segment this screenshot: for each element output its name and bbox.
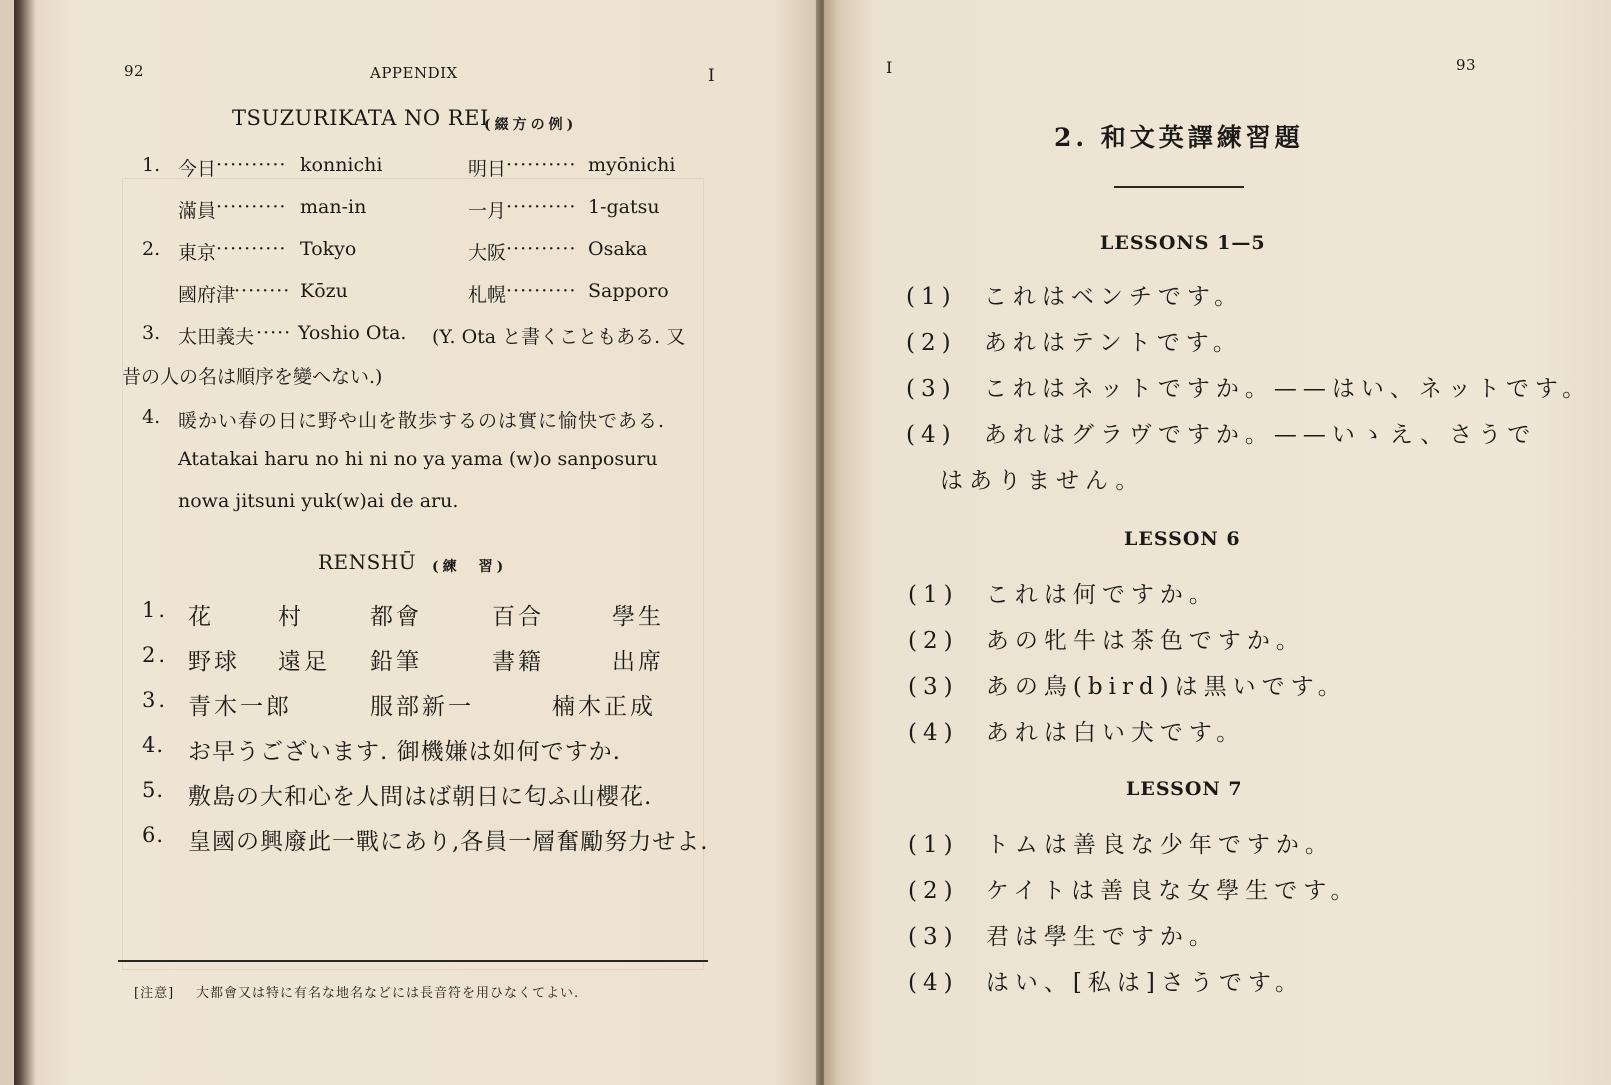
name-romaji: Yoshio Ota. [298, 322, 407, 344]
example-row: 2. 東京 ·········· Tokyo 大阪 ·········· Osaka [142, 238, 648, 264]
renshu-row [142, 598, 742, 634]
example-jp: 滿員 [178, 200, 217, 222]
example-jp: 今日 [178, 158, 217, 180]
renshu-number: 5. [142, 778, 165, 802]
exercise-number: (2) [908, 878, 959, 904]
name-jp: 太田義夫 [178, 326, 255, 348]
example-row: 滿員 ·········· man-in 一月 ·········· 1-gatsu [178, 196, 660, 222]
lesson-title: LESSON 7 [1126, 778, 1243, 800]
renshu-word: 都會 [370, 604, 422, 630]
exercise-item [908, 826, 1334, 859]
exercise-text: ケイトは善良な女學生です。 [985, 878, 1360, 904]
lesson-title: LESSONS 1—5 [1100, 232, 1266, 254]
example-jp: 大阪 [468, 242, 507, 264]
renshu-row [142, 778, 742, 814]
page-number: 92 [124, 62, 145, 80]
name-note-continued: 昔の人の名は順序を變へない.) [122, 366, 383, 388]
exercise-number: (3) [908, 674, 959, 700]
exercise-text: トムは善良な少年ですか。 [985, 832, 1334, 858]
exercise-text: あの鳥(bird)は黒いです。 [985, 674, 1347, 700]
example-row: 國府津 ········ Kōzu 札幌 ·········· Sapporo [178, 280, 669, 306]
renshu-sentence: 敷島の大和心を人問はば朝日に匂ふ山櫻花. [188, 784, 653, 810]
example-item-3: 3. 太田義夫 ····· Yoshio Ota. (Y. Ota と書くこともある. 又 [142, 322, 686, 348]
page-number: 93 [1456, 56, 1477, 74]
exercise-item [908, 576, 1218, 609]
example-romaji: Kōzu [300, 280, 348, 302]
example-romaji: man-in [300, 196, 367, 218]
renshu-word: 書籍 [492, 649, 544, 675]
renshu-row [142, 688, 742, 724]
renshu-title: RENSHŪ [318, 550, 417, 574]
renshu-title-jp: (練 習) [432, 559, 508, 575]
name-note: (Y. Ota と書くこともある. 又 [432, 326, 686, 348]
exercise-number: (3) [908, 924, 959, 950]
example-romaji: Tokyo [300, 238, 357, 260]
renshu-word: 學生 [612, 604, 664, 630]
example-item-4-jp: 暖かい春の日に野や山を散歩するのは實に愉快である. [178, 410, 666, 432]
exercise-item [908, 668, 1347, 701]
exercise-number: (1) [906, 284, 957, 310]
heading-rule [1114, 186, 1244, 188]
renshu-word: 服部新一 [370, 694, 474, 720]
running-head: APPENDIX [370, 64, 458, 82]
example-romaji: myōnichi [588, 154, 676, 176]
exercise-text: はい、[私は]さうです。 [985, 970, 1305, 996]
renshu-word: 野球 [188, 649, 240, 675]
exercise-number: (1) [908, 582, 959, 608]
renshu-row [142, 823, 742, 859]
section-title: TSUZURIKATA NO REI [232, 106, 489, 130]
renshu-word: 鉛筆 [370, 649, 422, 675]
example-romaji: Osaka [588, 238, 648, 260]
section-mark: I [886, 58, 893, 77]
example-romaji: Sapporo [588, 280, 669, 302]
right-page [824, 0, 1611, 1085]
exercise-number: (4) [908, 970, 959, 996]
exercise-item [908, 918, 1218, 951]
footnote-rule [118, 960, 708, 962]
renshu-number: 4. [142, 733, 165, 757]
renshu-word: 花 [188, 604, 214, 630]
left-page [14, 0, 824, 1085]
exercise-text: 君は學生ですか。 [985, 924, 1218, 950]
example-number: 1. [142, 154, 161, 176]
lesson-title: LESSON 6 [1124, 528, 1241, 550]
exercise-number: (2) [906, 330, 957, 356]
exercise-text: あれは白い犬です。 [985, 720, 1246, 746]
renshu-word: 百合 [492, 604, 544, 630]
renshu-number: 3. [142, 688, 169, 712]
exercise-text: これはベンチです。 [983, 284, 1244, 310]
section-mark: I [708, 66, 716, 86]
exercise-text: あの牝牛は茶色ですか。 [985, 628, 1305, 654]
exercise-number: (3) [906, 376, 957, 402]
exercise-item [906, 416, 1536, 449]
renshu-number: 2. [142, 643, 169, 667]
exercise-text: これは何ですか。 [985, 582, 1218, 608]
exercise-item [906, 324, 1242, 357]
example-jp: 國府津 [178, 284, 236, 306]
renshu-number: 1. [142, 598, 169, 622]
example-jp: 明日 [468, 158, 507, 180]
renshu-word: 出席 [612, 649, 664, 675]
exercise-heading: 2. 和文英譯練習題 [1054, 123, 1304, 152]
renshu-number: 6. [142, 823, 165, 847]
example-row: 1. 今日 ·········· konnichi 明日 ·········· myōnichi [142, 154, 676, 180]
exercise-item [908, 964, 1304, 997]
exercise-number: (1) [908, 832, 959, 858]
renshu-sentence: お早うございます. 御機嫌は如何ですか. [188, 739, 621, 765]
section-title-jp: (綴方の例) [484, 117, 578, 133]
renshu-word: 青木一郎 [188, 694, 292, 720]
example-romaji: 1-gatsu [588, 196, 660, 218]
example-item-4-romaji-2: nowa jitsuni yuk(w)ai de aru. [178, 490, 459, 512]
example-item-4-number: 4. [142, 406, 161, 428]
exercise-number: (2) [908, 628, 959, 654]
exercise-number: (4) [906, 422, 957, 448]
exercise-text: これはネットですか。——はい、ネットです。 [983, 376, 1592, 402]
exercise-item [908, 872, 1359, 905]
example-number: 2. [142, 238, 161, 260]
example-item-4-romaji-1: Atatakai haru no hi ni no ya yama (w)o sanposuru [178, 448, 658, 470]
exercise-item [908, 622, 1305, 655]
renshu-word: 楠木正成 [552, 694, 656, 720]
example-romaji: konnichi [300, 154, 383, 176]
renshu-sentence: 皇國の興廢此一戰にあり,各員一層奮勵努力せよ. [188, 829, 709, 855]
example-jp: 一月 [468, 200, 507, 222]
exercise-text: あれはグラヴですか。——いゝえ、さうで [983, 422, 1537, 448]
exercise-text-continued: はありません。 [940, 468, 1145, 494]
renshu-row [142, 733, 742, 769]
renshu-word: 村 [278, 604, 304, 630]
note-text: 大都會又は特に有名な地名などには長音符を用ひなくてよい. [196, 986, 580, 1001]
exercise-item [908, 714, 1245, 747]
exercise-number: (4) [908, 720, 959, 746]
renshu-row [142, 643, 742, 679]
renshu-word: 遠足 [278, 649, 330, 675]
example-jp: 札幌 [468, 284, 507, 306]
note-label: [注意] [134, 986, 175, 1001]
exercise-item [906, 278, 1243, 311]
example-jp: 東京 [178, 242, 217, 264]
exercise-item [906, 370, 1591, 403]
exercise-text: あれはテントです。 [983, 330, 1242, 356]
